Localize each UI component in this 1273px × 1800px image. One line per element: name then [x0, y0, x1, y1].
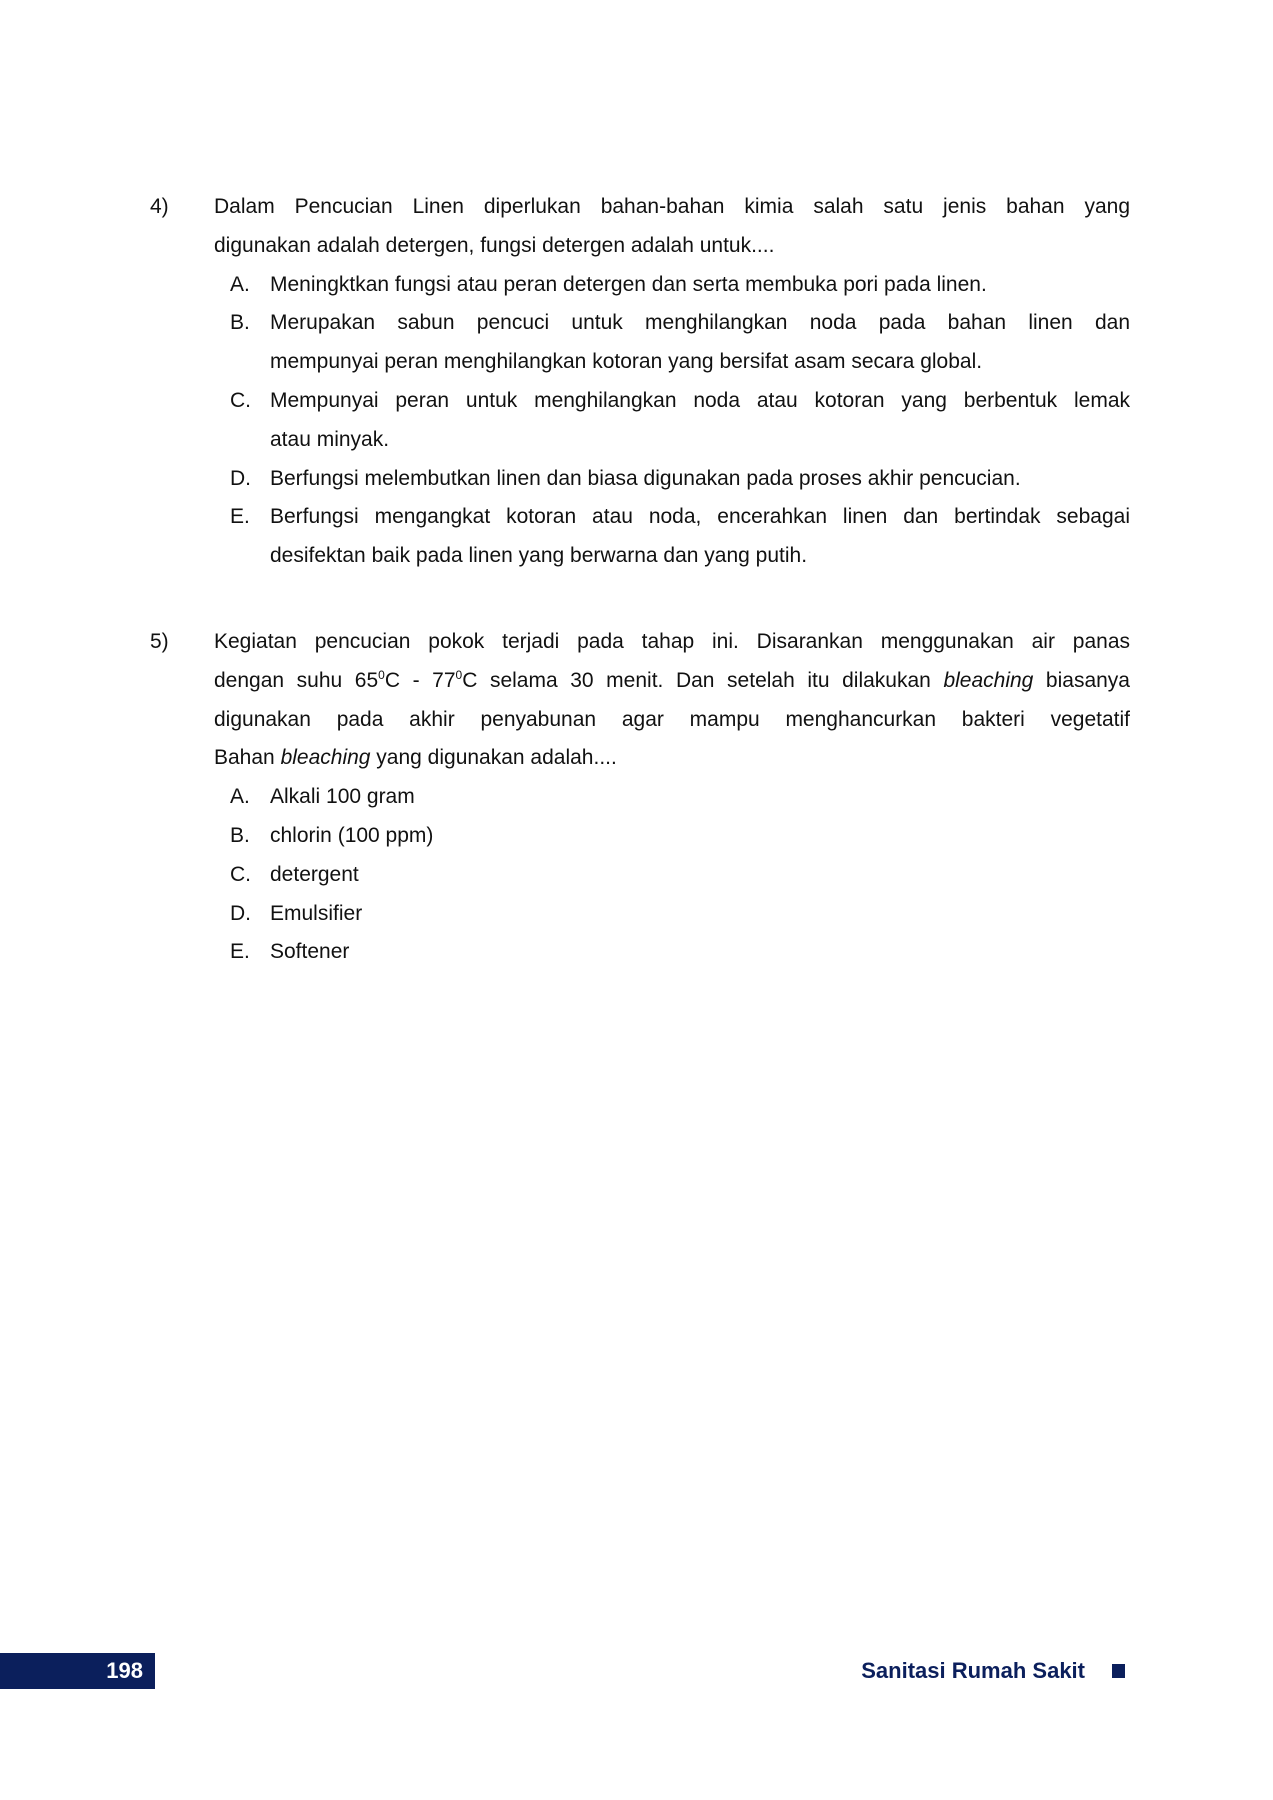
question-stem-line: digunakan adalah detergen, fungsi detergen adalah untuk.... — [214, 233, 775, 257]
question-5 — [150, 623, 1130, 972]
option-d: D. Emulsifier — [230, 901, 363, 925]
question-stem-line: Kegiatan pencucian pokok terjadi pada tahap ini. Disarankan menggunakan air panas — [214, 630, 1130, 653]
option-c: C. Mempunyai peran untuk menghilangkan noda atau kotoran yang berbentuk lemak — [230, 388, 1130, 412]
option-a: A. Meningktkan fungsi atau peran detergen dan serta membuka pori pada linen. — [230, 272, 987, 296]
question-stem-line: Bahan bleaching yang digunakan adalah.... — [214, 746, 617, 770]
question-stem-line: Dalam Pencucian Linen diperlukan bahan-bahan kimia salah satu jenis bahan yang — [214, 195, 1130, 218]
option-e-cont: desifektan baik pada linen yang berwarna dan yang putih. — [270, 544, 808, 568]
option-e: E. Softener — [230, 940, 350, 964]
question-stem-line: digunakan pada akhir penyabunan agar mampu menghancurkan bakteri vegetatif — [214, 707, 1130, 731]
option-d: D. Berfungsi melembutkan linen dan biasa digunakan pada proses akhir pencucian. — [230, 466, 1021, 490]
option-c: C. detergent — [230, 862, 359, 886]
option-a: A. Alkali 100 gram — [230, 785, 415, 809]
book-title: Sanitasi Rumah Sakit — [861, 1658, 1085, 1683]
question-number: 4) — [150, 195, 169, 218]
square-icon — [1112, 1664, 1125, 1678]
question-4 — [150, 188, 1130, 576]
question-number: 5) — [150, 630, 169, 653]
option-e: E. Berfungsi mengangkat kotoran atau noda, encerahkan linen dan bertindak sebagai — [230, 505, 1130, 529]
option-b: B. Merupakan sabun pencuci untuk menghilangkan noda pada bahan linen dan — [230, 311, 1130, 335]
question-stem-line: dengan suhu $65^0C - 77^0C$ selama 30 menit. Dan setelah itu dilakukan bleaching biasanya — [214, 667, 1130, 692]
option-b-cont: mempunyai peran menghilangkan kotoran yang bersifat asam secara global. — [270, 350, 983, 374]
option-b: B. chlorin (100 ppm) — [230, 823, 434, 847]
option-c-cont: atau minyak. — [270, 427, 390, 451]
page-number: 198 — [0, 1653, 155, 1689]
